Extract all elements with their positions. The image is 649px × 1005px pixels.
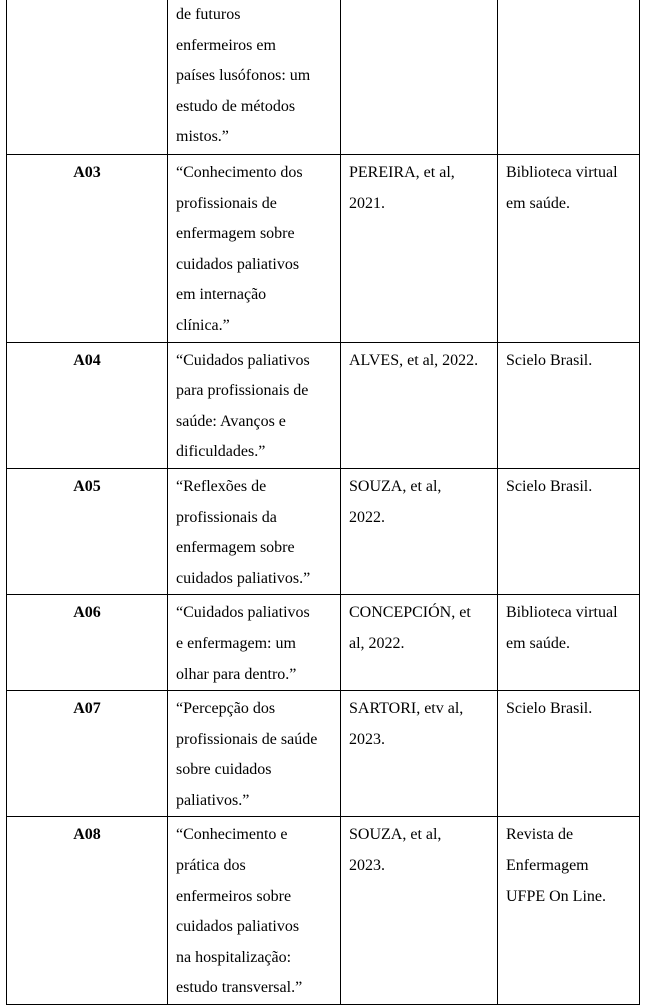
article-id-cell: A03: [7, 155, 168, 343]
article-author-cell: CONCEPCIÓN, et al, 2022.: [341, 595, 498, 691]
article-author-cell: SARTORI, etv al, 2023.: [341, 691, 498, 817]
article-title-cell: “Cuidados paliativos para profissionais de saúde: Avanços e dificuldades.”: [168, 342, 341, 468]
article-title-cell: “Cuidados paliativos e enfermagem: um olhar para dentro.”: [168, 595, 341, 691]
article-author-cell: PEREIRA, et al, 2021.: [341, 155, 498, 343]
table-row: [7, 0, 640, 155]
table-row: [7, 691, 640, 817]
table-row: [7, 468, 640, 594]
table-row: [7, 817, 640, 1005]
article-title-cell: “Conhecimento dos profissionais de enfermagem sobre cuidados paliativos em internação clínica.”: [168, 155, 341, 343]
article-author-cell: [341, 0, 498, 155]
article-source-cell: Biblioteca virtual em saúde.: [498, 155, 640, 343]
table-row: [7, 595, 640, 691]
table-row: [7, 342, 640, 468]
article-id-cell: A07: [7, 691, 168, 817]
article-id-cell: A08: [7, 817, 168, 1005]
article-source-cell: [498, 0, 640, 155]
article-author-cell: ALVES, et al, 2022.: [341, 342, 498, 468]
article-source-cell: Revista de Enfermagem UFPE On Line.: [498, 817, 640, 1005]
article-source-cell: Biblioteca virtual em saúde.: [498, 595, 640, 691]
article-source-cell: Scielo Brasil.: [498, 468, 640, 594]
article-title-cell: “Percepção dos profissionais de saúde sobre cuidados paliativos.”: [168, 691, 341, 817]
article-title-cell: “Reflexões de profissionais da enfermagem sobre cuidados paliativos.”: [168, 468, 341, 594]
article-id-cell: [7, 0, 168, 155]
article-title-cell: de futuros enfermeiros em países lusófonos: um estudo de métodos mistos.”: [168, 0, 341, 155]
article-source-cell: Scielo Brasil.: [498, 342, 640, 468]
article-id-cell: A05: [7, 468, 168, 594]
article-source-cell: Scielo Brasil.: [498, 691, 640, 817]
article-title-cell: “Conhecimento e prática dos enfermeiros sobre cuidados paliativos na hospitalização: estudo transversal.”: [168, 817, 341, 1005]
article-id-cell: A04: [7, 342, 168, 468]
articles-table: [6, 0, 640, 1005]
article-author-cell: SOUZA, et al, 2023.: [341, 817, 498, 1005]
table-row: [7, 155, 640, 343]
article-author-cell: SOUZA, et al, 2022.: [341, 468, 498, 594]
article-id-cell: A06: [7, 595, 168, 691]
